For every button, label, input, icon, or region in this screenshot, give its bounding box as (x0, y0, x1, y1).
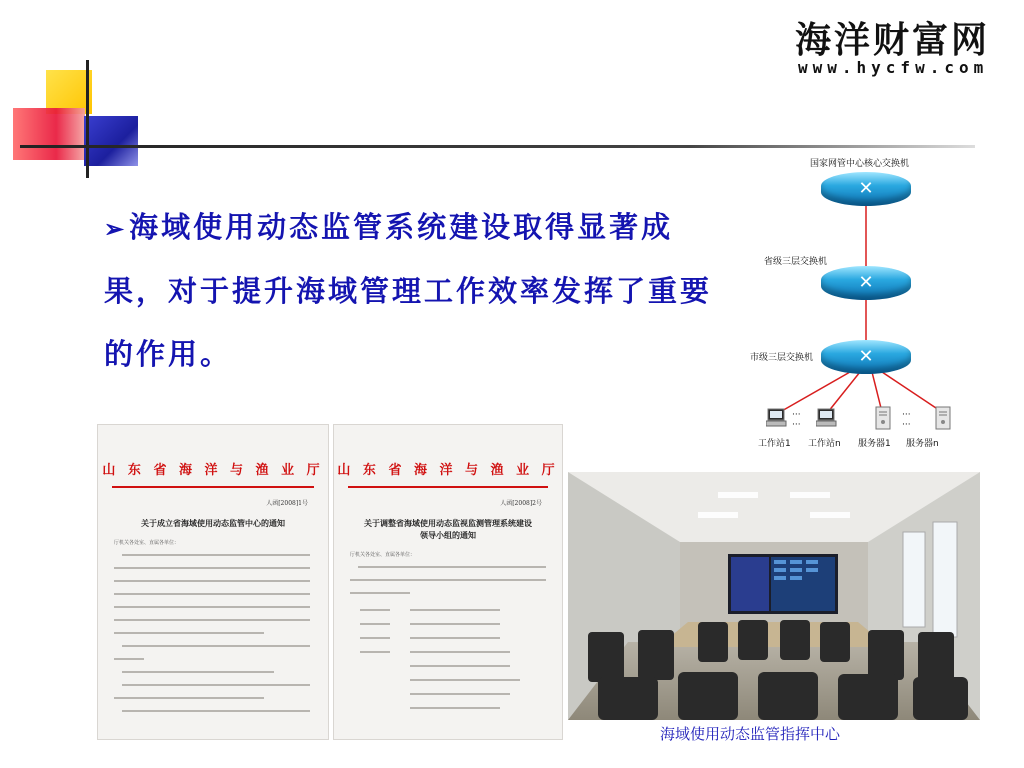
command-center-photo (568, 472, 980, 720)
decor-vertical-line (86, 60, 89, 178)
network-diagram (730, 150, 990, 450)
ellipsis-label: ··· (902, 410, 911, 420)
workstation-1-label: 工作站1 (758, 439, 791, 449)
document-body-lines (114, 550, 314, 720)
document-org-title: 山 东 省 海 洋 与 渔 业 厅 (337, 463, 559, 478)
main-statement-text: 海域使用动态监管系统建设取得显著成果，对于提升海域管理工作效率发挥了重要的作用。 (104, 210, 713, 371)
document-salutation: 厅机关各处室、直属各单位： (114, 540, 180, 546)
city-switch-icon: ✕ (821, 340, 911, 374)
header-divider (20, 145, 975, 148)
provincial-switch-label: 省级三层交换机 (764, 257, 828, 267)
document-notice-2 (333, 424, 563, 740)
photo-caption: 海域使用动态监管指挥中心 (660, 725, 841, 743)
arrow-bullet-icon: ➢ (104, 214, 128, 243)
ellipsis-label: ··· (792, 420, 801, 430)
document-heading: 关于成立省海域使用动态监管中心的通知 (141, 518, 285, 528)
site-logo: 海洋财富网 (795, 20, 991, 61)
main-statement (104, 196, 724, 386)
workstation-n-label: 工作站n (808, 439, 841, 449)
workstation-icon (766, 408, 788, 428)
document-red-rule (112, 486, 314, 488)
core-switch-icon: ✕ (821, 172, 911, 206)
site-url: www.hycfw.com (798, 58, 989, 77)
decor-blue-square (84, 116, 138, 166)
core-switch-label: 国家网管中心核心交换机 (810, 159, 910, 169)
document-heading: 关于调整省海域使用动态监视监测管理系统建设领导小组的通知 (364, 518, 532, 540)
ellipsis-label: ··· (902, 420, 911, 430)
server-1-label: 服务器1 (858, 439, 891, 449)
document-number: 人函[2008]1号 (266, 500, 308, 507)
document-salutation: 厅机关各处室、直属各单位： (350, 552, 416, 558)
server-icon (874, 406, 892, 430)
workstation-icon (816, 408, 838, 428)
provincial-switch-icon: ✕ (821, 266, 911, 300)
document-red-rule (348, 486, 548, 488)
command-center-illustration (568, 472, 980, 720)
document-body-lines (350, 562, 550, 722)
document-number: 人函[2008]2号 (500, 500, 542, 507)
server-n-label: 服务器n (906, 439, 939, 449)
document-org-title: 山 东 省 海 洋 与 渔 业 厅 (102, 463, 324, 478)
decor-red-square (13, 108, 85, 160)
city-switch-label: 市级三层交换机 (750, 353, 814, 363)
ellipsis-label: ··· (792, 410, 801, 420)
server-icon (934, 406, 952, 430)
document-notice-1 (97, 424, 329, 740)
